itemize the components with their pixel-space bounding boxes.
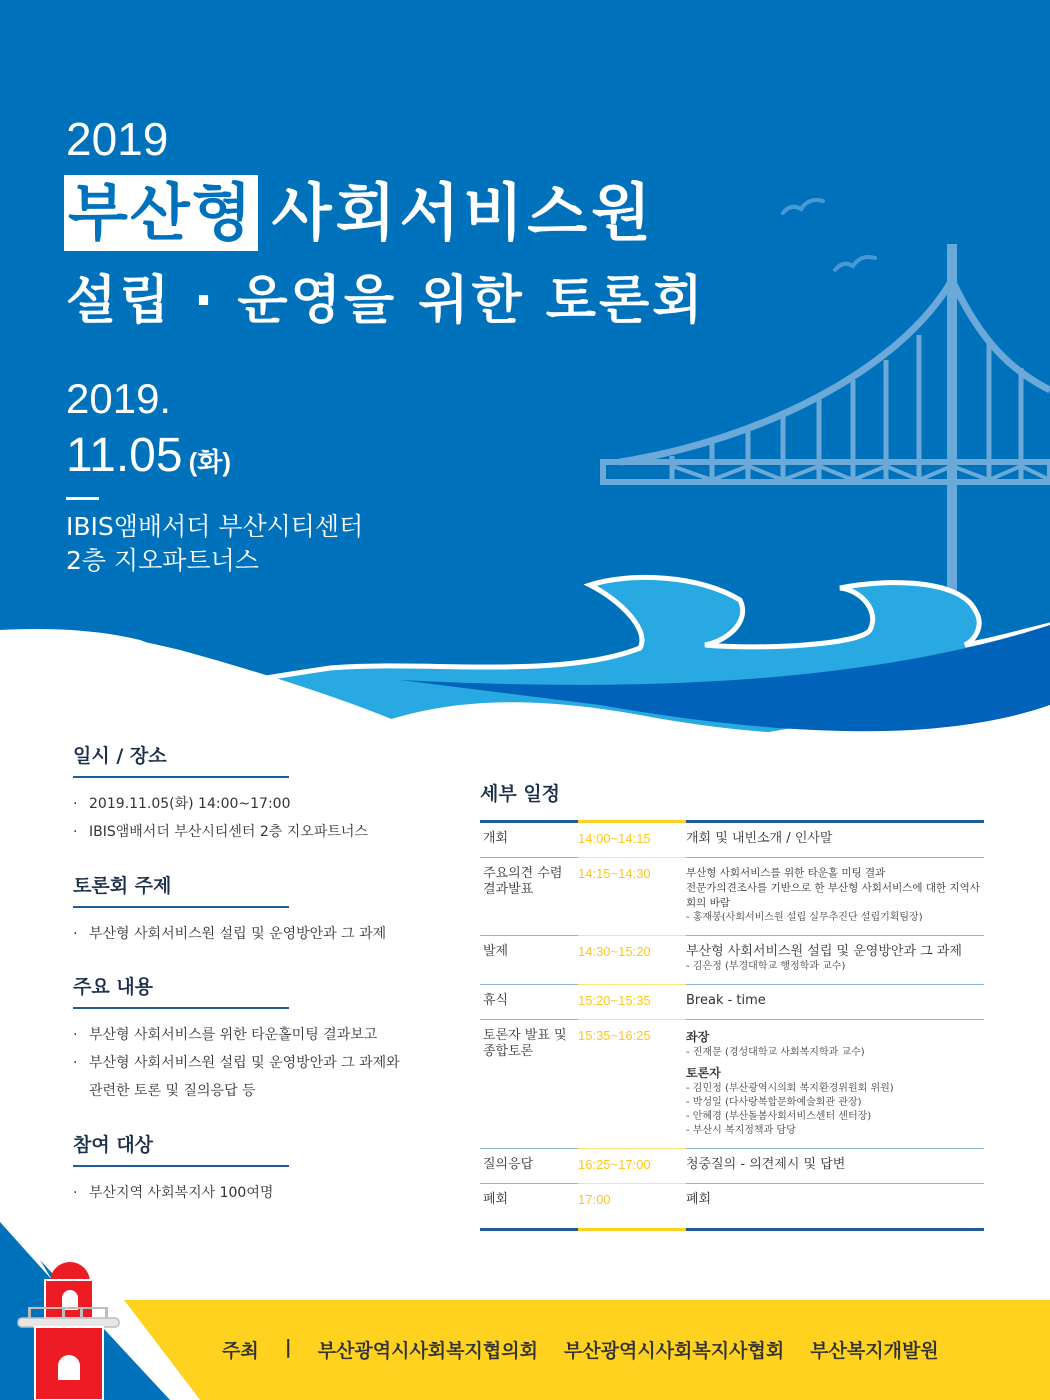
session-desc: 폐회 [686,1184,984,1230]
section-topic [73,871,387,948]
session-time: 14:00~14:15 [578,822,686,858]
table-row [480,822,984,858]
section-main-content [73,972,400,1105]
panelist: - 부산시 복지정책과 담당 [686,1125,796,1136]
panelist: - 박성일 (다사랑복합문화예술회관 관장) [686,1097,862,1108]
session-time: 17:00 [578,1184,686,1230]
session-time: 15:35~16:25 [578,1020,686,1149]
event-date-year: 2019. [66,375,172,422]
venue-line-1: IBIS앰배서더 부산시티센터 [66,512,364,541]
section-title: 일시 / 장소 [73,741,289,778]
session-desc [686,1020,984,1149]
list-item: · 부산형 사회서비스원 설립 및 운영방안과 그 과제와 관련한 토론 및 질의응답 등 [73,1049,413,1105]
footer-illustration [0,1210,1050,1400]
list-item: · 부산지역 사회복지사 100여명 [73,1179,433,1207]
panelist: - 김민정 (부산광역시의회 복지환경위원회 위원) [686,1083,894,1094]
event-date-monthday: 11.05 [66,429,183,482]
chair-name: - 진재문 (경성대학교 사회복지학과 교수) [686,1047,865,1058]
desc-line: 부산형 사회서비스를 위한 타운홀 미팅 결과 [686,867,886,879]
schedule [480,779,984,1231]
section-title: 주요 내용 [73,972,289,1009]
organizers-separator: | [284,1336,292,1358]
section-list [73,1179,433,1207]
table-row [480,985,984,1020]
section-list [73,1021,433,1105]
section-audience [73,1130,289,1207]
section-list [73,920,433,948]
desc-line: 전문가의견조사를 기반으로 한 부산형 사회서비스에 대한 지역사회의 바람 [686,882,980,909]
session-name: 주요의견 수렴 결과발표 [480,858,578,936]
session-time: 14:30~15:20 [578,936,686,985]
session-time: 14:15~14:30 [578,858,686,936]
session-name: 개회 [480,822,578,858]
session-name: 질의응답 [480,1149,578,1184]
session-name: 토론자 발표 및 종합토론 [480,1020,578,1149]
table-row [480,1149,984,1184]
desc-line: 부산형 사회서비스원 설립 및 운영방안과 그 과제 [686,944,962,959]
list-item: · 부산형 사회서비스를 위한 타운홀미팅 결과보고 [73,1021,433,1049]
table-row [480,858,984,936]
section-list [73,790,433,846]
chair-label: 좌장 [686,1030,710,1044]
section-title: 참여 대상 [73,1130,289,1167]
session-time: 15:20~15:35 [578,985,686,1020]
section-datetime-venue [73,741,368,846]
session-desc: 청중질의 - 의견제시 및 답변 [686,1149,984,1184]
schedule-table [480,820,984,1231]
event-venue [66,510,363,578]
session-desc [686,936,984,985]
session-desc: 개회 및 내빈소개 / 인사말 [686,822,984,858]
event-date [66,428,231,483]
session-time: 16:25~17:00 [578,1149,686,1184]
venue-line-2: 2층 지오파트너스 [66,546,259,575]
session-name: 휴식 [480,985,578,1020]
panelist: - 안혜경 (부산돌봄사회서비스센터 센터장) [686,1111,872,1122]
event-title [64,175,655,251]
event-year: 2019 [66,113,169,165]
presenter: - 홍재봉(사회서비스원 설립 실무추진단 설립기획팀장) [686,912,923,923]
organizers-label: 주최 [222,1340,259,1362]
section-title: 토론회 주제 [73,871,289,908]
title-highlight: 부산형 [64,175,258,251]
event-date-weekday: (화) [188,447,231,477]
table-row [480,1020,984,1149]
schedule-title: 세부 일정 [480,783,561,805]
session-desc [686,858,984,936]
event-subtitle: 설립 · 운영을 위한 토론회 [66,271,706,331]
organizer: 부산광역시사회복지협의회 [317,1340,538,1362]
panel-label: 토론자 [686,1066,721,1080]
session-name: 폐회 [480,1184,578,1230]
list-item: · 부산형 사회서비스원 설립 및 운영방안과 그 과제 [73,920,433,948]
session-desc: Break - time [686,985,984,1020]
presenter: - 김은정 (부경대학교 행정학과 교수) [686,961,846,972]
session-name: 발제 [480,936,578,985]
list-item: · 2019.11.05(화) 14:00~17:00 [73,790,433,818]
organizer: 부산복지개발원 [810,1340,939,1362]
table-row [480,936,984,985]
title-main: 사회서비스원 [271,176,656,249]
organizer: 부산광역시사회복지사협회 [563,1340,785,1362]
organizers [222,1336,965,1363]
divider [66,497,99,500]
list-item: · IBIS앰배서더 부산시티센터 2층 지오파트너스 [73,818,433,846]
